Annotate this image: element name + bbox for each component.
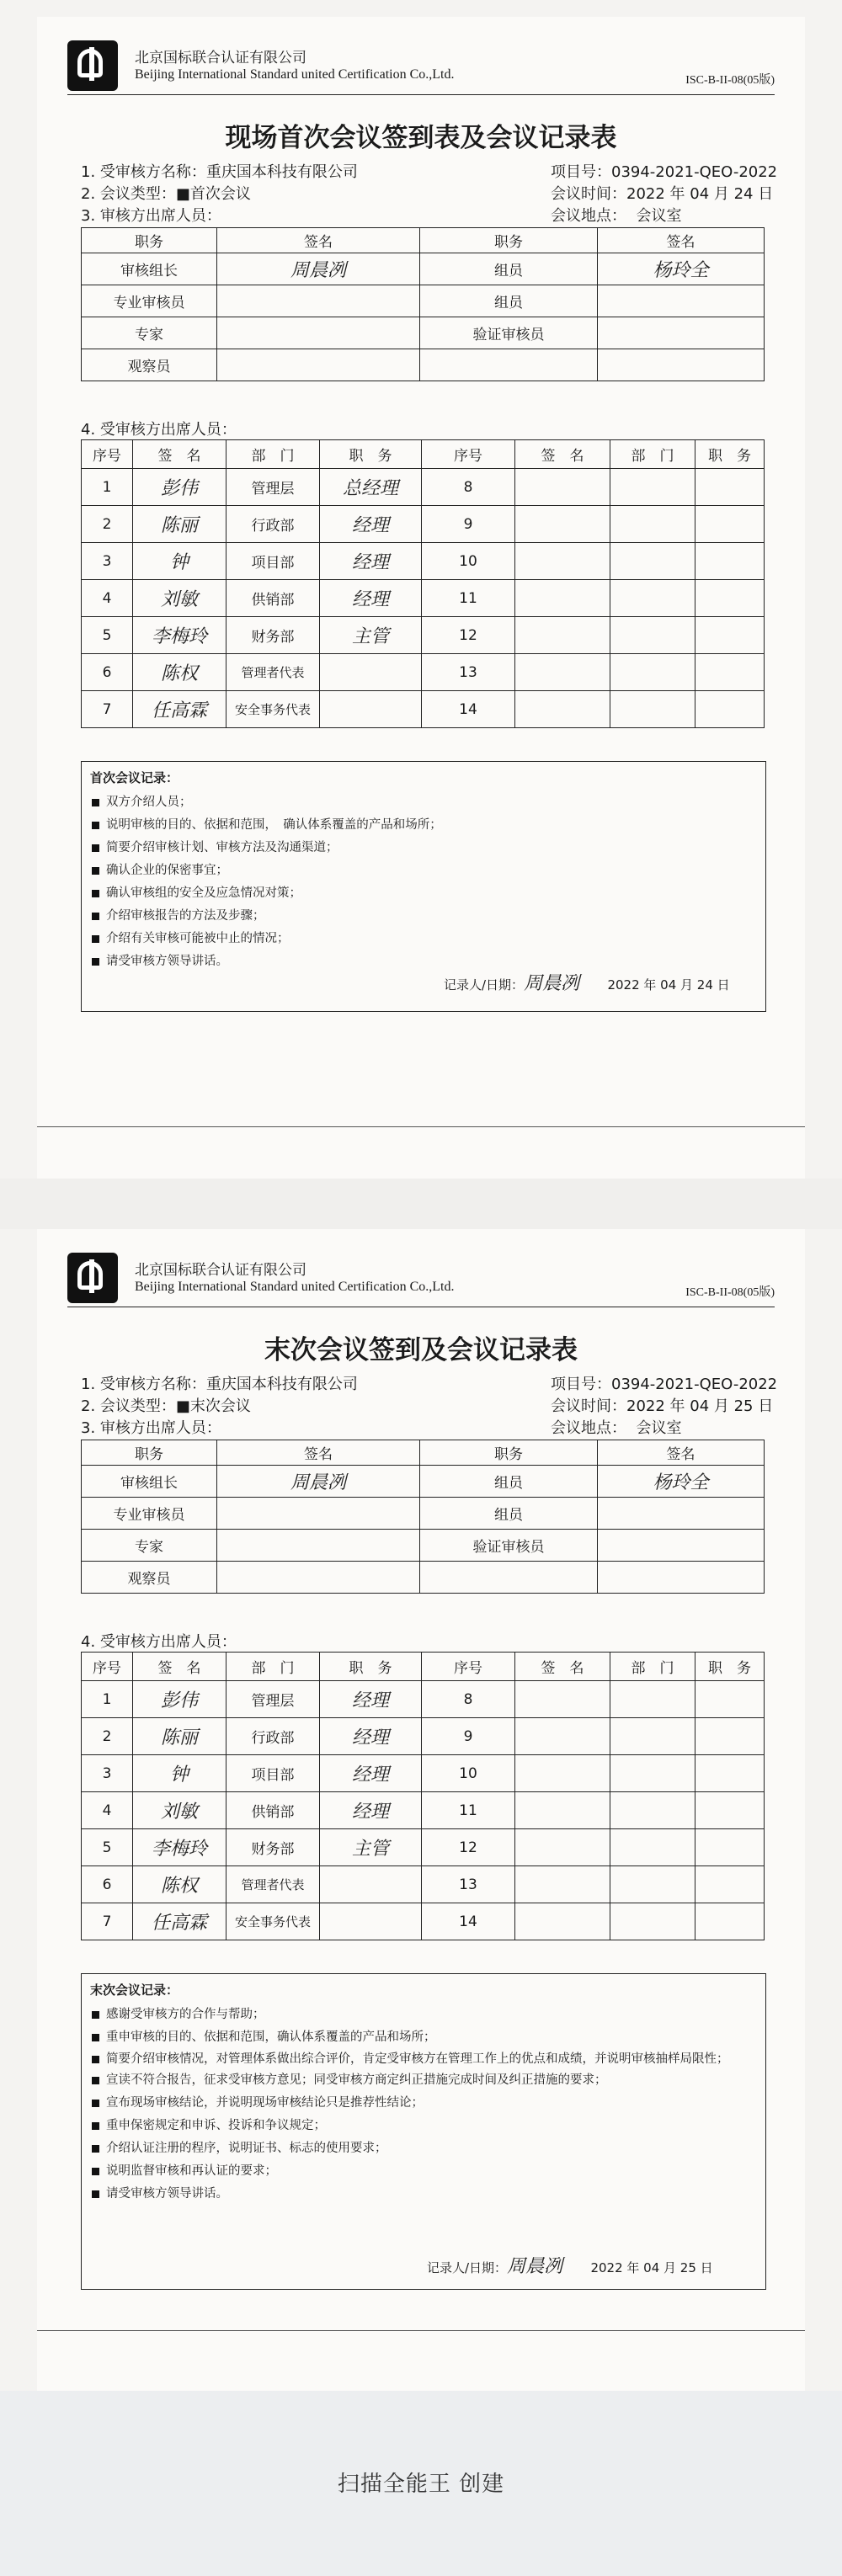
attendee-row [82,1681,765,1718]
auditor-role: 专家 [82,317,217,349]
meeting-type-label: 2. 会议类型： [81,1397,176,1415]
attendee-dept [610,469,695,506]
attendee-signature [515,543,610,580]
attendee-col-header: 职 务 [320,1653,422,1681]
record-date: 2022 年 04 月 24 日 [607,977,730,993]
auditor-role: 专业审核员 [82,1498,217,1530]
attendee-col-header: 签 名 [133,1653,226,1681]
attendee-dept: 财务部 [226,1829,320,1866]
attendee-dept: 项目部 [226,543,320,580]
attendee-col-header: 签 名 [133,440,226,469]
recorder-row [444,969,730,995]
attendee-title [695,1681,765,1718]
attendee-signature: 刘敏 [133,1792,226,1829]
auditor-role: 专家 [82,1530,217,1562]
attendee-title [695,469,765,506]
letterhead [67,1249,775,1325]
notes-item: 宣布现场审核结论，并说明现场审核结论只是推荐性结论； [92,2092,765,2115]
form-code: ISC-B-II-08(05版) [685,74,775,87]
sheet-title: 现场首次会议签到表及会议记录表 [225,123,617,153]
attendee-signature [515,1829,610,1866]
notes-item: 介绍认证注册的程序，说明证书、标志的使用要求； [92,2137,765,2160]
attendee-title: 经理 [320,580,422,617]
auditor-signature: 周晨冽 [217,253,420,285]
attendee-dept: 安全事务代表 [226,1903,320,1940]
attendee-no: 6 [82,1866,133,1903]
attendee-signature: 陈权 [133,1866,226,1903]
project-label: 项目号： [551,1376,611,1393]
attendee-no: 12 [422,617,515,654]
attendee-no: 13 [422,654,515,691]
auditee-name: 重庆国本科技有限公司 [205,163,358,181]
attendee-signature [515,1718,610,1755]
notes-list [82,791,765,973]
notes-item: 宣读不符合报告，征求受审核方意见；同受审核方商定纠正措施完成时间及纠正措施的要求； [92,2069,765,2092]
notes-title: 首次会议记录： [90,770,179,785]
attendee-col-header: 部 门 [610,1653,695,1681]
scanner-watermark: 扫描全能王 创建 [337,2472,505,2497]
auditor-col-header: 职务 [420,1440,598,1466]
company-logo-icon [67,1253,118,1303]
meeting-type: ■首次会议 [175,185,251,203]
record-date: 2022 年 04 月 25 日 [590,2260,713,2275]
attendee-col-header: 序号 [422,1653,515,1681]
attendee-dept: 供销部 [226,1792,320,1829]
auditor-row [82,1498,765,1530]
sheet-bottom-line [37,1126,805,1127]
notes-item: 请受审核方领导讲话。 [92,950,765,973]
attendee-title [695,1866,765,1903]
attendee-row [82,654,765,691]
project-label: 项目号： [551,163,611,181]
auditor-table [81,1440,765,1594]
attendee-signature: 李梅玲 [133,617,226,654]
attendee-table [81,1652,765,1940]
auditor-role: 组员 [420,1466,598,1498]
attendee-dept: 管理者代表 [226,1866,320,1903]
auditor-role: 审核组长 [82,1466,217,1498]
attendee-dept: 财务部 [226,617,320,654]
attendee-signature [515,1755,610,1792]
auditor-table [81,227,765,381]
attendee-no: 5 [82,617,133,654]
notes-item: 说明监督审核和再认证的要求； [92,2160,765,2183]
attendee-dept [610,617,695,654]
attendee-no: 6 [82,654,133,691]
project-number: 0394-2021-QEO-2022 [611,1376,778,1393]
attendee-header-row [82,440,765,469]
attendee-signature [515,1681,610,1718]
page-gap [0,1179,842,1229]
meeting-type: ■末次会议 [175,1397,251,1415]
project-row [551,160,777,182]
meeting-place-label: 会议地点： [551,1419,626,1437]
attendee-row [82,691,765,728]
attendee-dept [610,1681,695,1718]
meeting-time-row [551,1394,773,1416]
auditor-signature [217,1530,420,1562]
attendee-dept: 管理层 [226,1681,320,1718]
auditor-signature [598,1530,765,1562]
notes-item: 确认企业的保密事宜； [92,860,765,882]
attendee-dept: 供销部 [226,580,320,617]
attendee-dept [610,1829,695,1866]
attendee-no: 13 [422,1866,515,1903]
meeting-time-label: 会议时间： [551,185,626,203]
attendee-no: 1 [82,469,133,506]
attendee-row [82,1866,765,1903]
notes-list [82,2004,765,2206]
attendee-dept [610,580,695,617]
attendee-signature [515,1866,610,1903]
company-name-cn: 北京国标联合认证有限公司 [135,1262,306,1279]
auditee-name: 重庆国本科技有限公司 [205,1376,358,1393]
auditor-signature: 周晨冽 [217,1466,420,1498]
company-name-en: Beijing International Standard united Certification Co.,Ltd. [135,1280,455,1294]
auditor-signature [217,1562,420,1594]
attendee-col-header: 签 名 [515,1653,610,1681]
attendee-col-header: 职 务 [320,440,422,469]
auditor-row [82,1466,765,1498]
auditor-signature [598,317,765,349]
header-divider [67,94,775,95]
auditor-header-row [82,1440,765,1466]
meeting-time: 2022 年 04 月 25 日 [626,1397,774,1415]
auditor-role: 验证审核员 [420,317,598,349]
attendee-dept [610,654,695,691]
meeting-notes-box [81,1973,766,2290]
attendee-no: 12 [422,1829,515,1866]
auditor-section-label: 3. 审核方出席人员： [81,207,221,225]
final-meeting-sheet [37,1229,805,2391]
attendee-title [695,506,765,543]
meeting-type-label: 2. 会议类型： [81,185,176,203]
attendee-col-header: 序号 [82,1653,133,1681]
sheet-title: 末次会议签到及会议记录表 [264,1335,578,1365]
notes-item: 简要介绍审核情况，对管理体系做出综合评价，肯定受审核方在管理工作上的优点和成绩，并说明审核抽样局限性； [92,2049,765,2069]
company-name-cn: 北京国标联合认证有限公司 [135,50,306,67]
auditor-col-header: 职务 [420,228,598,253]
attendee-row [82,1718,765,1755]
auditor-role [420,349,598,381]
attendee-row [82,1903,765,1940]
auditor-row [82,1530,765,1562]
attendee-no: 10 [422,1755,515,1792]
attendee-dept: 行政部 [226,506,320,543]
auditor-header-row [82,228,765,253]
auditee-row [81,1372,358,1394]
auditee-label: 1. 受审核方名称： [81,163,206,181]
auditor-role: 验证审核员 [420,1530,598,1562]
attendee-title: 主管 [320,617,422,654]
meeting-place-row [551,1416,681,1438]
auditee-row [81,160,358,182]
attendee-signature: 钟 [133,1755,226,1792]
attendee-signature: 李梅玲 [133,1829,226,1866]
attendee-title: 总经理 [320,469,422,506]
attendee-no: 7 [82,1903,133,1940]
recorder-row [427,2252,713,2278]
recorder-signature: 周晨冽 [524,973,580,994]
auditor-row [82,349,765,381]
attendee-no: 9 [422,506,515,543]
recorder-label: 记录人/日期： [444,977,525,993]
attendee-title [695,543,765,580]
attendee-dept [610,1718,695,1755]
attendee-signature [515,654,610,691]
attendee-no: 11 [422,580,515,617]
meeting-place-label: 会议地点： [551,207,626,225]
letterhead [67,37,775,113]
attendee-dept: 行政部 [226,1718,320,1755]
auditor-role [420,1562,598,1594]
attendee-signature: 任高霖 [133,691,226,728]
auditor-role: 观察员 [82,1562,217,1594]
attendee-dept [610,1792,695,1829]
attendee-signature [515,506,610,543]
meeting-place: 会议室 [636,1419,682,1437]
attendee-no: 4 [82,580,133,617]
auditor-row [82,1562,765,1594]
attendee-signature [515,469,610,506]
attendee-row [82,617,765,654]
attendee-no: 3 [82,543,133,580]
attendee-signature: 刘敏 [133,580,226,617]
auditor-col-header: 签名 [598,228,765,253]
attendee-no: 5 [82,1829,133,1866]
auditor-signature: 杨玲全 [598,1466,765,1498]
auditee-label: 1. 受审核方名称： [81,1376,206,1393]
attendee-dept [610,1903,695,1940]
attendee-col-header: 职 务 [695,1653,765,1681]
attendee-signature [515,580,610,617]
auditor-row [82,253,765,285]
attendee-col-header: 签 名 [515,440,610,469]
attendee-section-label: 4. 受审核方出席人员： [81,1633,237,1651]
attendee-title [695,1755,765,1792]
attendee-row [82,1829,765,1866]
auditor-signature: 杨玲全 [598,253,765,285]
auditor-role: 专业审核员 [82,285,217,317]
form-code: ISC-B-II-08(05版) [685,1286,775,1299]
attendee-no: 11 [422,1792,515,1829]
sheet-bottom-line [37,2330,805,2331]
attendee-title [320,691,422,728]
attendee-row [82,469,765,506]
attendee-title [320,1903,422,1940]
auditor-col-header: 签名 [217,228,420,253]
auditor-col-header: 签名 [598,1440,765,1466]
company-logo-icon [67,40,118,91]
attendee-no: 14 [422,1903,515,1940]
attendee-signature: 彭伟 [133,1681,226,1718]
notes-item: 简要介绍审核计划、审核方法及沟通渠道； [92,837,765,860]
notes-item: 双方介绍人员； [92,791,765,814]
attendee-dept [610,1755,695,1792]
notes-title: 末次会议记录： [90,1983,179,1998]
auditor-role: 组员 [420,285,598,317]
auditor-role: 审核组长 [82,253,217,285]
recorder-signature: 周晨冽 [507,2256,563,2277]
attendee-row [82,1755,765,1792]
attendee-col-header: 职 务 [695,440,765,469]
meeting-time-row [551,182,773,204]
company-name-en: Beijing International Standard united Certification Co.,Ltd. [135,67,455,82]
attendee-dept: 安全事务代表 [226,691,320,728]
auditor-row [82,317,765,349]
recorder-label: 记录人/日期： [427,2260,508,2275]
attendee-signature [515,691,610,728]
attendee-title [695,1718,765,1755]
attendee-title: 主管 [320,1829,422,1866]
attendee-no: 8 [422,469,515,506]
attendee-row [82,543,765,580]
attendee-title: 经理 [320,1755,422,1792]
notes-item: 重申保密规定和申诉、投诉和争议规定； [92,2115,765,2137]
auditor-row [82,285,765,317]
attendee-dept [610,691,695,728]
attendee-dept: 管理层 [226,469,320,506]
attendee-dept [610,1866,695,1903]
attendee-dept [610,543,695,580]
auditor-signature [598,285,765,317]
attendee-title: 经理 [320,543,422,580]
auditor-signature [217,285,420,317]
attendee-table [81,439,765,728]
auditor-col-header: 签名 [217,1440,420,1466]
attendee-row [82,506,765,543]
attendee-signature: 陈权 [133,654,226,691]
attendee-col-header: 序号 [422,440,515,469]
attendee-no: 9 [422,1718,515,1755]
attendee-signature: 任高霖 [133,1903,226,1940]
attendee-dept [610,506,695,543]
auditor-signature [217,1498,420,1530]
attendee-col-header: 部 门 [226,440,320,469]
attendee-no: 3 [82,1755,133,1792]
attendee-title: 经理 [320,1681,422,1718]
attendee-title [320,654,422,691]
meeting-type-row [81,1394,251,1416]
attendee-dept: 项目部 [226,1755,320,1792]
auditor-section-label: 3. 审核方出席人员： [81,1419,221,1437]
attendee-signature [515,1792,610,1829]
notes-item: 确认审核组的安全及应急情况对策； [92,882,765,905]
attendee-row [82,1792,765,1829]
auditor-role: 组员 [420,1498,598,1530]
attendee-signature [515,1903,610,1940]
attendee-dept: 管理者代表 [226,654,320,691]
attendee-section-label: 4. 受审核方出席人员： [81,421,237,439]
attendee-col-header: 部 门 [226,1653,320,1681]
first-meeting-sheet [37,17,805,1179]
attendee-title [695,654,765,691]
meeting-time: 2022 年 04 月 24 日 [626,185,774,203]
attendee-title [320,1866,422,1903]
meeting-place-row [551,204,681,226]
attendee-no: 1 [82,1681,133,1718]
auditor-signature [217,349,420,381]
attendee-no: 14 [422,691,515,728]
attendee-signature [515,617,610,654]
attendee-title [695,1903,765,1940]
attendee-title: 经理 [320,506,422,543]
notes-item: 感谢受审核方的合作与帮助； [92,2004,765,2026]
attendee-col-header: 部 门 [610,440,695,469]
auditor-role: 观察员 [82,349,217,381]
notes-item: 请受审核方领导讲话。 [92,2183,765,2206]
attendee-col-header: 序号 [82,440,133,469]
meeting-notes-box [81,761,766,1012]
attendee-title: 经理 [320,1718,422,1755]
project-row [551,1372,777,1394]
attendee-signature: 陈丽 [133,506,226,543]
attendee-title [695,1792,765,1829]
attendee-title: 经理 [320,1792,422,1829]
auditor-signature [217,317,420,349]
auditor-signature [598,1562,765,1594]
attendee-no: 2 [82,506,133,543]
notes-item: 重申审核的目的、依据和范围，确认体系覆盖的产品和场所； [92,2026,765,2049]
attendee-signature: 彭伟 [133,469,226,506]
auditor-col-header: 职务 [82,228,217,253]
project-number: 0394-2021-QEO-2022 [611,163,778,181]
auditor-role: 组员 [420,253,598,285]
notes-item: 介绍审核报告的方法及步骤； [92,905,765,928]
notes-item: 介绍有关审核可能被中止的情况； [92,928,765,950]
attendee-title [695,617,765,654]
attendee-no: 10 [422,543,515,580]
attendee-no: 7 [82,691,133,728]
attendee-header-row [82,1653,765,1681]
meeting-place: 会议室 [636,207,682,225]
attendee-title [695,580,765,617]
attendee-no: 2 [82,1718,133,1755]
attendee-no: 4 [82,1792,133,1829]
auditor-signature [598,349,765,381]
notes-item: 说明审核的目的、依据和范围， 确认体系覆盖的产品和场所； [92,814,765,837]
auditor-col-header: 职务 [82,1440,217,1466]
meeting-time-label: 会议时间： [551,1397,626,1415]
attendee-title [695,1829,765,1866]
attendee-signature: 陈丽 [133,1718,226,1755]
auditor-signature [598,1498,765,1530]
attendee-title [695,691,765,728]
attendee-row [82,580,765,617]
attendee-signature: 钟 [133,543,226,580]
meeting-type-row [81,182,251,204]
attendee-no: 8 [422,1681,515,1718]
